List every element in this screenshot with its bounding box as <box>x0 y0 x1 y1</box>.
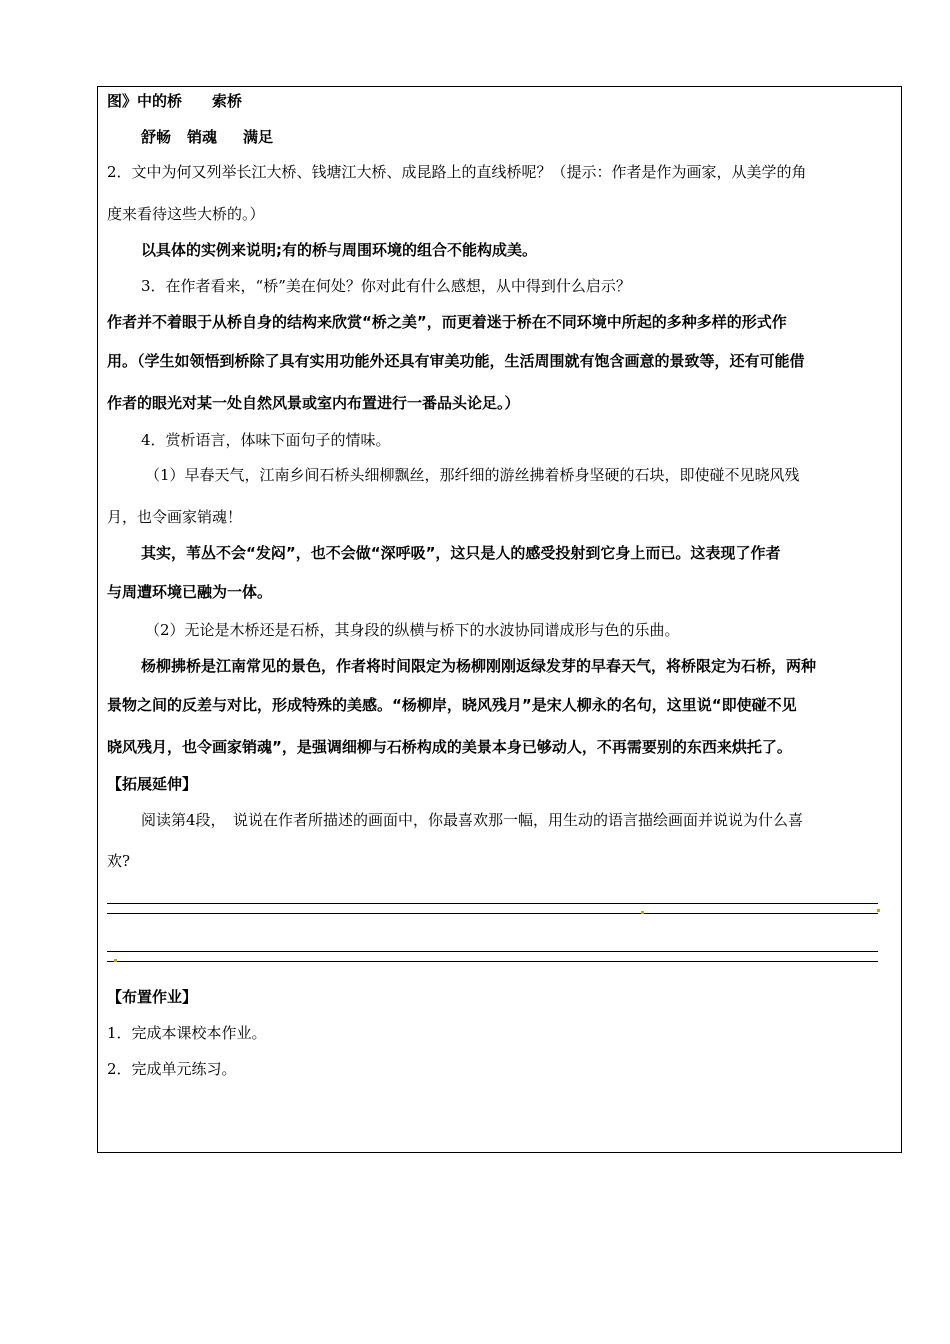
answer-text: 舒畅 <box>141 128 172 146</box>
q2-answer: 以具体的实例来说明;有的桥与周围环境的组合不能构成美。 <box>141 241 538 259</box>
writing-line <box>107 913 878 914</box>
q3-answer-line3: 作者的眼光对某一处自然风景或室内布置进行一番品头论足。） <box>107 394 520 412</box>
q3-question: 3．在作者看来，“桥”美在何处？你对此有什么感想，从中得到什么启示？ <box>141 277 631 295</box>
mark-dot <box>641 911 644 914</box>
q1-answer-line2 <box>141 127 273 147</box>
q4-sentence1-line1: （1）早春天气，江南乡间石桥头细柳飘丝，那纤细的游丝拂着桥身坚硬的石块，即使碰不见晓风残 <box>145 466 800 484</box>
writing-line <box>107 951 878 952</box>
answer-text: 销魂 <box>187 128 218 146</box>
extension-prompt-line1: 阅读第4段， 说说在作者所描述的画面中，你最喜欢那一幅，用生动的语言描绘画面并说说为什么喜 <box>141 811 804 829</box>
extension-heading: 【拓展延伸】 <box>107 775 198 793</box>
homework-heading: 【布置作业】 <box>107 988 198 1006</box>
q2-question-line2: 度来看待这些大桥的。） <box>107 205 265 223</box>
homework-item: 1．完成本课校本作业。 <box>107 1024 267 1042</box>
writing-line <box>107 961 878 962</box>
mark-dot <box>114 959 117 962</box>
q4-answer1-line2: 与周遭环境已融为一体。 <box>107 583 273 601</box>
answer-text: 索桥 <box>212 92 243 110</box>
q4-sentence1-line2: 月，也令画家销魂！ <box>107 508 243 526</box>
writing-line <box>107 903 878 904</box>
q2-question-line1: 2．文中为何又列举长江大桥、钱塘江大桥、成昆路上的直线桥呢？（提示：作者是作为画家，从美学的角 <box>107 163 807 181</box>
q4-sentence2: （2）无论是木桥还是石桥，其身段的纵横与桥下的水波协同谱成形与色的乐曲。 <box>145 621 680 639</box>
q1-answer-line1 <box>107 91 242 111</box>
homework-item: 2．完成单元练习。 <box>107 1060 237 1078</box>
q3-answer-line2: 用。（学生如领悟到桥除了具有实用功能外还具有审美功能，生活周围就有饱含画意的景致等，还有可能借 <box>107 352 805 370</box>
q4-answer2-line3: 晓风残月，也令画家销魂”，是强调细柳与石桥构成的美景本身已够动人，不再需要别的东西来烘托了。 <box>107 738 792 756</box>
q4-question: 4．赏析语言，体味下面句子的情味。 <box>141 431 391 449</box>
q4-answer1-line1: 其实，苇丛不会“发闷”，也不会做“深呼吸”，这只是人的感受投射到它身上而已。这表现了作者 <box>141 544 781 562</box>
extension-prompt-line2: 欢? <box>107 852 131 870</box>
q4-answer2-line2: 景物之间的反差与对比，形成特殊的美感。“杨柳岸，晓风残月”是宋人柳永的名句，这里说“即使碰不见 <box>107 696 797 714</box>
q4-answer2-line1: 杨柳拂桥是江南常见的景色，作者将时间限定为杨柳刚刚返绿发芽的早春天气，将桥限定为石桥，两种 <box>141 657 817 675</box>
answer-text: 满足 <box>243 128 274 146</box>
answer-text: 图》中的桥 <box>107 92 183 110</box>
q3-answer-line1: 作者并不着眼于从桥自身的结构来欣赏“桥之美”，而更着迷于桥在不同环境中所起的多种多样的形式作 <box>107 313 787 331</box>
mark-dot <box>877 909 880 912</box>
